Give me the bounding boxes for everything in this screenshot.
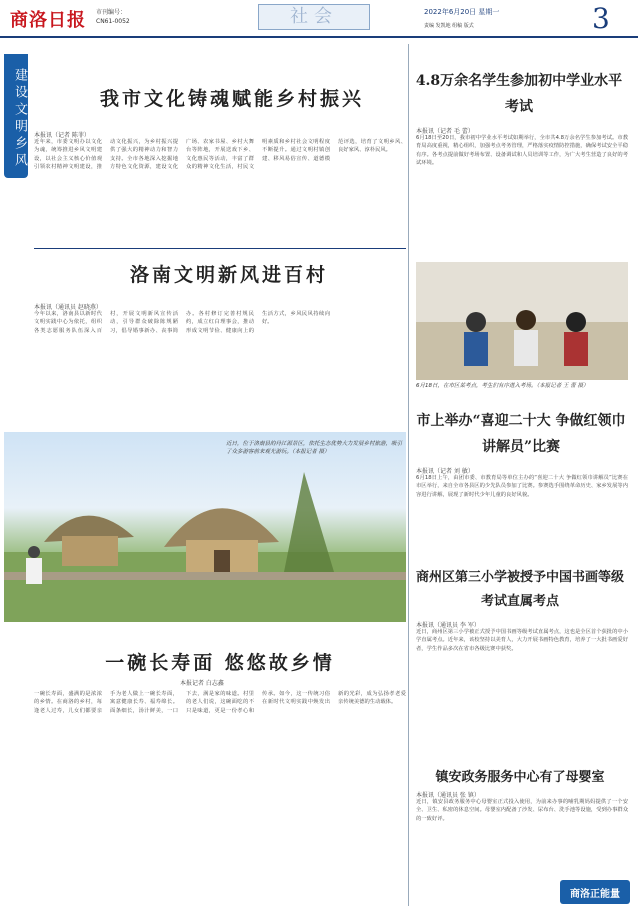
luonan-headline: 洛南文明新风进百村 [129,264,328,286]
bowl-byline: 本报记者 白志鑫 [180,680,224,687]
page-number: 3 [592,2,610,35]
village-photo [4,432,406,622]
calligraphy-byline: 本报讯（通讯员 李 军） [416,622,480,629]
editor-line: 责编 发凯地 组稿 版式 [424,23,474,29]
serial-label: 市刊编号： [96,9,127,16]
lecture-body: 6月18日上午，由团市委、市教育局等单位主办的“喜迎二十大 争做红领巾讲解员”比赛在市区举行，来自全市各县区的少先队员参加了比赛。参赛选手围绕革命历史、家乡发展等内容进行讲解，展现了新时代少年儿童的良好风貌。 [416,475,628,498]
serial-number: CN61-0052 [96,18,130,25]
exam-photo [416,262,628,380]
thatched-huts-illustration [4,432,406,622]
main-headline: 我市文化铸魂赋能乡村振兴 [99,88,364,110]
column-divider [408,44,409,906]
divider [34,248,406,249]
nursery-headline: 镇安政务服务中心有了母婴室 [435,770,605,785]
nursery-body: 近日，镇安县政务服务中心母婴室正式投入使用，为前来办事的哺乳期妈妈提供了一个安全、卫生、私密的休息空间。母婴室内配备了沙发、尿布台、洗手池等设施，受到办事群众的一致好评。 [416,799,628,822]
calligraphy-headline: 商州区第三小学被授予中国书画等级考试直属考点 [415,570,624,609]
lecture-byline: 本报讯（记者 刘 敏） [416,468,474,475]
lecture-headline: 市上举办“喜迎二十大 争做红领巾讲解员”比赛 [416,413,626,455]
village-photo-caption: 近日，位于洛南县的丹江源景区，依托生态优势大力发展乡村旅游，吸引了众多游客前来观光游玩。（本报记者 摄） [226,441,403,455]
badge-label: 商洛正能量 [570,889,620,900]
exam-body: 6月18日至20日，我市初中学业水平考试如期举行，全市共4.8万余名学生参加考试。市教育局高度重视，精心组织，加强考点考务管理，严格落实疫情防控措施，确保考试安全平稳有序。各考点提前做好考场布置、设备调试和人员培训等工作，为广大考生营造了良好的考试环境。 [416,135,628,166]
exam-byline: 本报讯（记者 毛 蕾） [416,128,474,135]
main-byline: 本报讯（记者 陈菲） [34,132,90,139]
luonan-body: 今年以来，洛南县以新时代文明实践中心为依托，组织各类志愿服务队伍深入百村，开展文明新风宣传活动，引导群众破除陈规陋习，倡导婚事新办、丧事简办。各村修订完善村规民约，成立红白理事会，推动形成文明节俭、健康向上的生活方式，乡风民风持续向好。 [34,311,330,334]
exam-photo-caption: 6月18日，在市区某考点，考生们有序进入考场。（本报记者 王 蕾 摄） [416,383,589,389]
masthead-serial [96,8,130,26]
exam-headline: 4.8万余名学生参加初中学业水平考试 [415,73,623,115]
section-label: 社会 [258,4,370,30]
bowl-headline: 一碗长寿面 悠悠故乡情 [105,652,335,674]
column-tag: 建设文明乡风 [4,54,28,178]
exam-students-illustration [416,262,628,380]
main-body: 近年来，市委文明办以文化为魂，统筹推进乡风文明建设，以社会主义核心价值观引领农村精神文明建设，推动文化振兴，为乡村振兴提供了强大的精神动力和智力支持。全市各地深入挖掘地方特色文化资源，建设文化广场、农家书屋、乡村大舞台等阵地，开展送戏下乡、文化惠民等活动，丰富了群众的精神文化生活，村民文明素质和乡村社会文明程度不断提升。通过文明村镇创建、移风易俗宣传、道德模范评选，培育了文明乡风、良好家风、淳朴民风。 [34,139,406,170]
bowl-body: 一碗长寿面，盛满的是浓浓的乡情。在商洛的乡村，每逢老人过寿，儿女们都要亲手为老人做上一碗长寿面，寓意健康长寿、福寿绵长。面条细长，汤汁鲜美，一口下去，满是家的味道。村里的老人们说，这碗面吃的不只是味道，更是一份孝心和传承。如今，这一传统习俗在新时代文明实践中焕发出新的光彩，成为弘扬孝老爱亲传统美德的生动载体。 [34,691,406,714]
issue-date: 2022年6月20日 星期一 [424,8,500,16]
masthead [0,0,638,38]
newspaper-logo: 商洛日报 [10,10,86,31]
calligraphy-body: 近日，商州区第三小学被正式授予中国书画等级考试直属考点，这也是全区首个获批的中小学直属考点。近年来，该校坚持以美育人，大力开展书画特色教育，培养了一大批书画爱好者，学生作品多次在省市各级比赛中获奖。 [416,629,628,652]
nursery-byline: 本报讯（通讯员 张 镇） [416,792,480,799]
luonan-byline: 本报讯（通讯员 赵晓燕） [34,304,102,311]
positive-energy-badge [560,880,630,904]
